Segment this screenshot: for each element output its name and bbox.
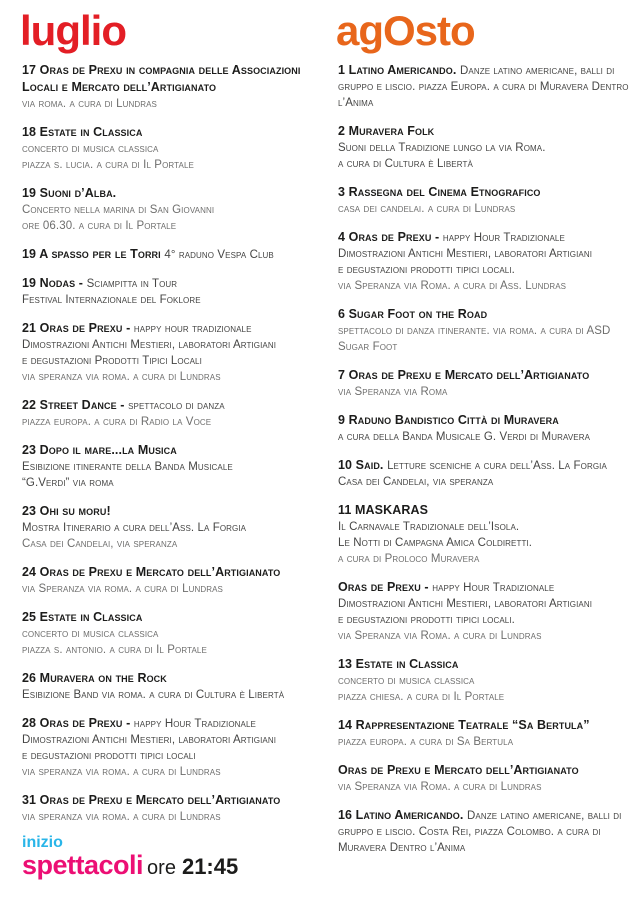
month-column-agosto [338,8,636,868]
event-line: via Speranza via Roma. a cura di Lundras [338,781,542,793]
event-item [22,62,322,112]
event-line: 21 Oras de Prexu - happy hour tradizionale [22,321,252,335]
show-time-row [22,850,238,881]
event-line: piazza europa. a cura di Radio la Voce [22,416,212,428]
event-line: 31 Oras de Prexu e Mercato dell’Artigianato [22,793,281,807]
event-item [338,123,636,172]
event-line: casa dei candelai. a cura di Lundras [338,203,516,215]
event-line: 13 Estate in Classica [338,657,459,671]
event-line: Il Carnavale Tradizionale dell’Isola. [338,521,520,533]
event-line: 28 Oras de Prexu - happy Hour Tradizionale [22,716,256,730]
event-line: Dimostrazioni Antichi Mestieri, laboratori Artigiani [338,248,593,260]
event-line: 4 Oras de Prexu - happy Hour Tradizionale [338,230,565,244]
event-item [338,457,636,490]
event-line: e degustazioni prodotti tipici locali. [338,614,515,626]
event-item [22,397,322,430]
event-line: 25 Estate in Classica [22,610,143,624]
event-line: via Speranza via Roma. a cura di Ass. Lundras [338,280,567,292]
event-line: e degustazioni prodotti tipici locali. [338,264,515,276]
event-line: 23 Dopo il mare...la Musica [22,443,177,457]
ore-label: ore [147,857,176,879]
event-line: via speranza via roma. a cura di Lundras [22,766,221,778]
event-item [22,564,322,597]
event-line: via Speranza via roma. a cura di Lundras [22,583,223,595]
event-line: Le Notti di Campagna Amica Coldiretti. [338,537,533,549]
event-line: Esibizione Band via roma. a cura di Cultura è Libertà [22,689,285,701]
month-title-agosto: agOsto [336,7,475,54]
event-line: piazza europa. a cura di Sa Bertula [338,736,514,748]
event-line: 23 Ohi su moru! [22,504,111,518]
event-item [338,412,636,445]
event-line: ore 06.30. a cura di Il Portale [22,220,177,232]
event-item [338,807,636,856]
event-line: e degustazioni Prodotti Tipici Locali [22,355,202,367]
event-item [22,609,322,658]
event-item [338,367,636,400]
event-line: 10 Said. Letture sceniche a cura dell’Ass. La Forgia [338,458,607,472]
event-item [22,124,322,173]
event-line: Dimostrazioni Antichi Mestieri, laboratori Artigiani [22,339,277,351]
event-item [22,792,322,825]
event-line: 22 Street Dance - spettacolo di danza [22,398,225,412]
spettacoli-label: spettacoli [22,850,144,880]
event-line: piazza s. lucia. a cura di Il Portale [22,159,194,171]
event-item [22,715,322,780]
event-line: Mostra Itinerario a cura dell’Ass. La Forgia [22,522,247,534]
event-line: Esibizione itinerante della Banda Musicale [22,461,233,473]
event-item [22,275,322,308]
event-line: 26 Muravera on the Rock [22,671,167,685]
event-item [338,306,636,355]
event-item [338,62,636,111]
event-line: via Speranza via Roma [338,386,448,398]
event-line: 14 Rappresentazione Teatrale “Sa Bertula” [338,718,590,732]
event-line: a cura di Proloco Muravera [338,553,480,565]
month-column-luglio [22,8,322,837]
event-item [338,229,636,294]
event-line: via roma. a cura di Lundras [22,98,157,110]
event-item [22,670,322,703]
event-line: e degustazioni prodotti tipici locali [22,750,196,762]
event-line: 19 Nodas - Sciampitta in Tour [22,276,178,290]
event-line: concerto di musica classica [22,143,159,155]
event-line: via speranza via roma. a cura di Lundras [22,371,221,383]
month-title-luglio: luglio [20,7,126,54]
event-line: 9 Raduno Bandistico Città di Muravera [338,413,559,427]
event-item [22,503,322,552]
event-line: 17 Oras de Prexu in compagnia delle Associazioni Locali e Mercato dell’Artigianato [22,63,301,94]
event-line: concerto di musica classica [338,675,475,687]
event-line: Festival Internazionale del Foklore [22,294,201,306]
event-item [22,185,322,234]
event-line: Dimostrazioni Antichi Mestieri, laboratori Artigiani [338,598,593,610]
event-line: Suoni della Tradizione lungo la via Roma. [338,142,546,154]
event-line: Casa dei Candelai, via speranza [22,538,178,550]
event-line: via Speranza via Roma. a cura di Lundras [338,630,542,642]
event-line: concerto di musica classica [22,628,159,640]
event-line: 7 Oras de Prexu e Mercato dell’Artigianato [338,368,590,382]
event-item [22,442,322,491]
event-line: Casa dei Candelai, via speranza [338,476,494,488]
event-item [338,502,636,567]
event-list [22,62,322,825]
event-line: piazza chiesa. a cura di Il Portale [338,691,505,703]
event-item [338,656,636,705]
event-item [338,762,636,795]
event-line: 3 Rassegna del Cinema Etnografico [338,185,541,199]
event-line: 6 Sugar Foot on the Road [338,307,488,321]
event-line: 16 Latino Americando. Danze latino americane, balli di gruppo e liscio. Costa Rei, piazza Colombo. a cura di Muravera Dentro l’Anima [338,808,622,854]
event-item [22,246,322,263]
event-item [338,579,636,644]
event-line: 1 Latino Americando. Danze latino americane, balli di gruppo e liscio. piazza Europa. a cura di Muravera Dentro l’Anima [338,63,629,109]
event-line: Concerto nella marina di San Giovanni [22,204,215,216]
event-list [338,62,636,856]
event-item [338,717,636,750]
inizio-label: inizio [22,834,63,851]
event-line: 19 A spasso per le Torri 4° raduno Vespa Club [22,247,274,261]
footer-show-time [22,836,238,881]
event-item [22,320,322,385]
event-line: piazza s. antonio. a cura di Il Portale [22,644,207,656]
event-line: 11 MASKARAS [338,503,429,517]
event-line: a cura della Banda Musicale G. Verdi di Muravera [338,431,591,443]
event-line: Dimostrazioni Antichi Mestieri, laboratori Artigiani [22,734,277,746]
event-line: 24 Oras de Prexu e Mercato dell’Artigianato [22,565,281,579]
event-line: 18 Estate in Classica [22,125,143,139]
event-line: via speranza via roma. a cura di Lundras [22,811,221,823]
event-line: 2 Muravera Folk [338,124,435,138]
event-line: Oras de Prexu e Mercato dell’Artigianato [338,763,579,777]
event-item [338,184,636,217]
show-time-value: 21:45 [181,854,239,879]
event-line: “G.Verdi” via roma [22,477,114,489]
event-line: a cura di Cultura è Libertà [338,158,473,170]
event-line: spettacolo di danza itinerante. via roma. a cura di ASD Sugar Foot [338,325,611,353]
event-line: Oras de Prexu - happy Hour Tradizionale [338,580,555,594]
event-line: 19 Suoni d’Alba. [22,186,117,200]
